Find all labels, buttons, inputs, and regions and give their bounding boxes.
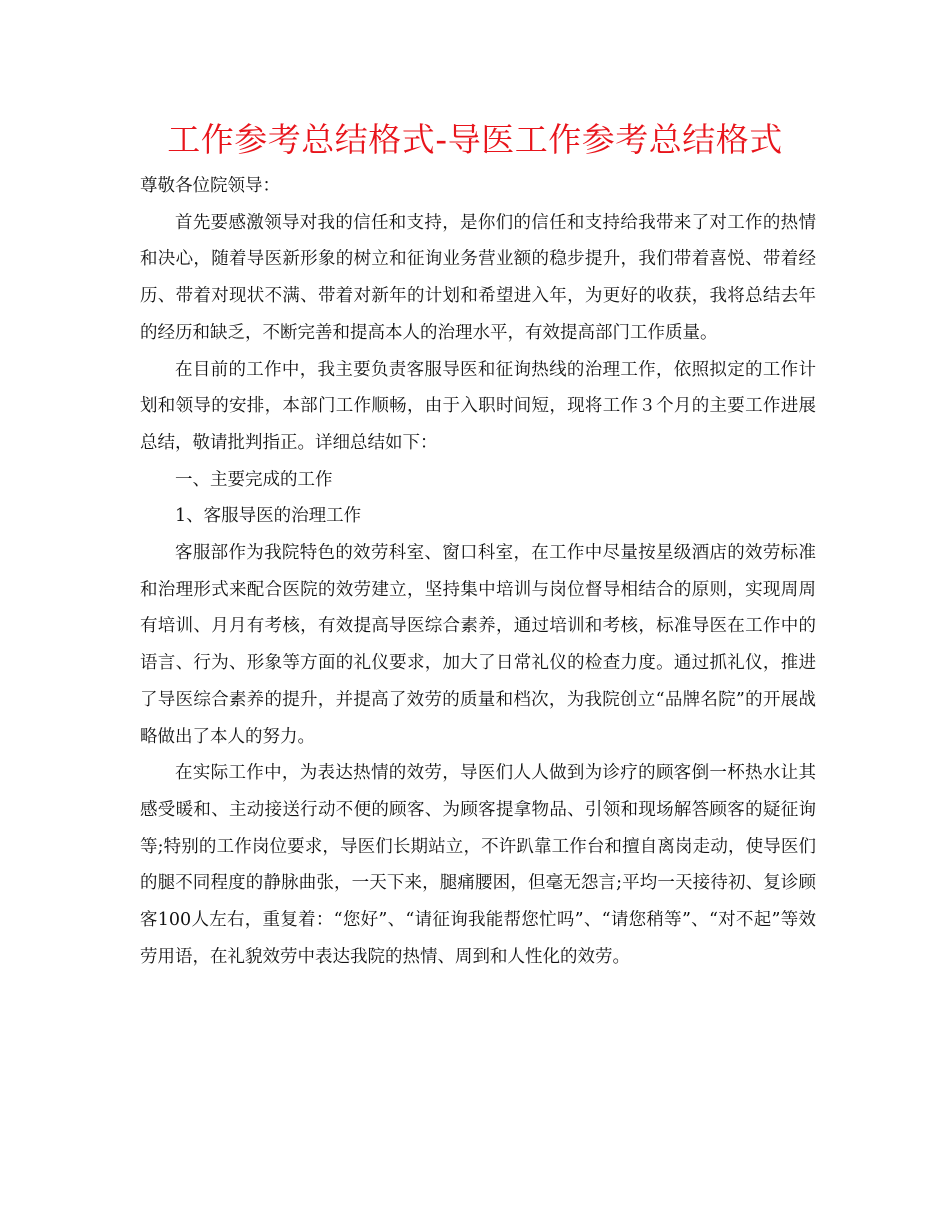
document-title: 工作参考总结格式-导医工作参考总结格式 (167, 120, 783, 159)
paragraph-responsibility: 在目前的工作中，我主要负责客服导医和征询热线的治理工作，依照拟定的工作计划和领导的安排，本部门工作顺畅，由于入职时间短，现将工作３个月的主要工作进展总结，敬请批判指正。详细总结如下： (140, 359, 816, 453)
paragraph-intro: 首先要感激领导对我的信任和支持，是你们的信任和支持给我带来了对工作的热情和决心，随着导医新形象的树立和征询业务营业额的稳步提升，我们带着喜悦、带着经历、带着对现状不满、带着对新年的计划和希望进入年，为更好的收获，我将总结去年的经历和缺乏，不断完善和提高本人的治理水平，有效提高部门工作质量。 (140, 212, 816, 343)
paragraph-daily-work: 在实际工作中，为表达热情的效劳，导医们人人做到为诊疗的顾客倒一杯热水让其感受暖和、主动接送行动不便的顾客、为顾客提拿物品、引领和现场解答顾客的疑征询等;特别的工作岗位要求，导医们长期站立，不许趴靠工作台和擅自离岗走动，使导医们的腿不同程度的静脉曲张，一天下来，腿痛腰困，但毫无怨言;平均一天接待初、复诊顾客100人左右，重复着：“您好”、“请征询我能帮您忙吗”、“请您稍等”、“对不起”等效劳用语，在礼貌效劳中表达我院的热情、周到和人性化的效劳。 (140, 763, 816, 967)
salutation: 尊敬各位院领导： (140, 176, 280, 196)
subsection-heading-guide-management: 1、客服导医的治理工作 (175, 506, 362, 527)
paragraph-service-training: 客服部作为我院特色的效劳科室、窗口科室，在工作中尽量按星级酒店的效劳标准和治理形式来配合医院的效劳建立，坚持集中培训与岗位督导相结合的原则，实现周周有培训、月月有考核，有效提高导医综合素养，通过培训和考核，标准导医在工作中的语言、行为、形象等方面的礼仪要求，加大了日常礼仪的检查力度。通过抓礼仪，推进了导医综合素养的提升，并提高了效劳的质量和档次，为我院创立“品牌名院”的开展战略做出了本人的努力。 (140, 543, 816, 747)
document-body (140, 168, 816, 975)
section-heading-main-work: 一、主要完成的工作 (175, 469, 333, 490)
